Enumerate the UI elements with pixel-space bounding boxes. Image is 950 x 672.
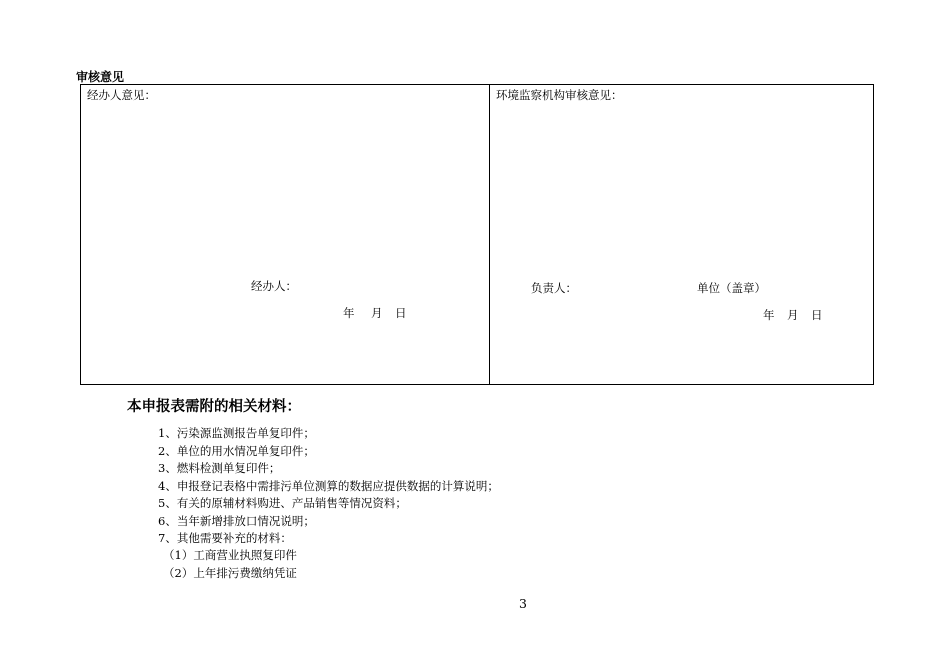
list-item: 1、污染源监测报告单复印件； bbox=[158, 426, 315, 440]
page-number: 3 bbox=[519, 596, 527, 611]
agency-date-month: 月 bbox=[787, 308, 799, 322]
list-item: 5、有关的原辅材料购进、产品销售等情况资料； bbox=[158, 496, 407, 510]
list-item: 7、其他需要补充的材料： bbox=[158, 531, 292, 545]
unit-seal-label: 单位（盖章） bbox=[697, 281, 766, 295]
handler-date-month: 月 bbox=[371, 306, 383, 320]
list-item: 3、燃料检测单复印件； bbox=[158, 461, 281, 475]
section-title: 审核意见 bbox=[76, 70, 125, 84]
responsible-person-label: 负责人： bbox=[531, 281, 577, 295]
column-divider bbox=[489, 85, 490, 384]
materials-heading: 本申报表需附的相关材料： bbox=[127, 399, 301, 415]
list-item: 6、当年新增排放口情况说明； bbox=[158, 513, 315, 528]
review-table bbox=[80, 84, 874, 385]
agency-opinion-heading: 环境监察机构审核意见： bbox=[496, 88, 623, 102]
materials-list bbox=[158, 425, 499, 548]
list-item: 4、申报登记表格中需排污单位测算的数据应提供数据的计算说明； bbox=[158, 478, 499, 493]
handler-date-day: 日 bbox=[395, 306, 407, 320]
agency-date-year: 年 bbox=[763, 308, 775, 322]
list-item: 2、单位的用水情况单复印件； bbox=[158, 443, 315, 458]
handler-signature-label: 经办人： bbox=[251, 279, 297, 293]
materials-sub-list bbox=[163, 546, 297, 582]
handler-opinion-heading: 经办人意见： bbox=[87, 88, 156, 102]
sub-list-item: （1）工商营业执照复印件 bbox=[163, 548, 297, 562]
agency-date-day: 日 bbox=[811, 308, 823, 322]
sub-list-item: （2）上年排污费缴纳凭证 bbox=[163, 566, 297, 580]
handler-date-year: 年 bbox=[343, 306, 355, 320]
